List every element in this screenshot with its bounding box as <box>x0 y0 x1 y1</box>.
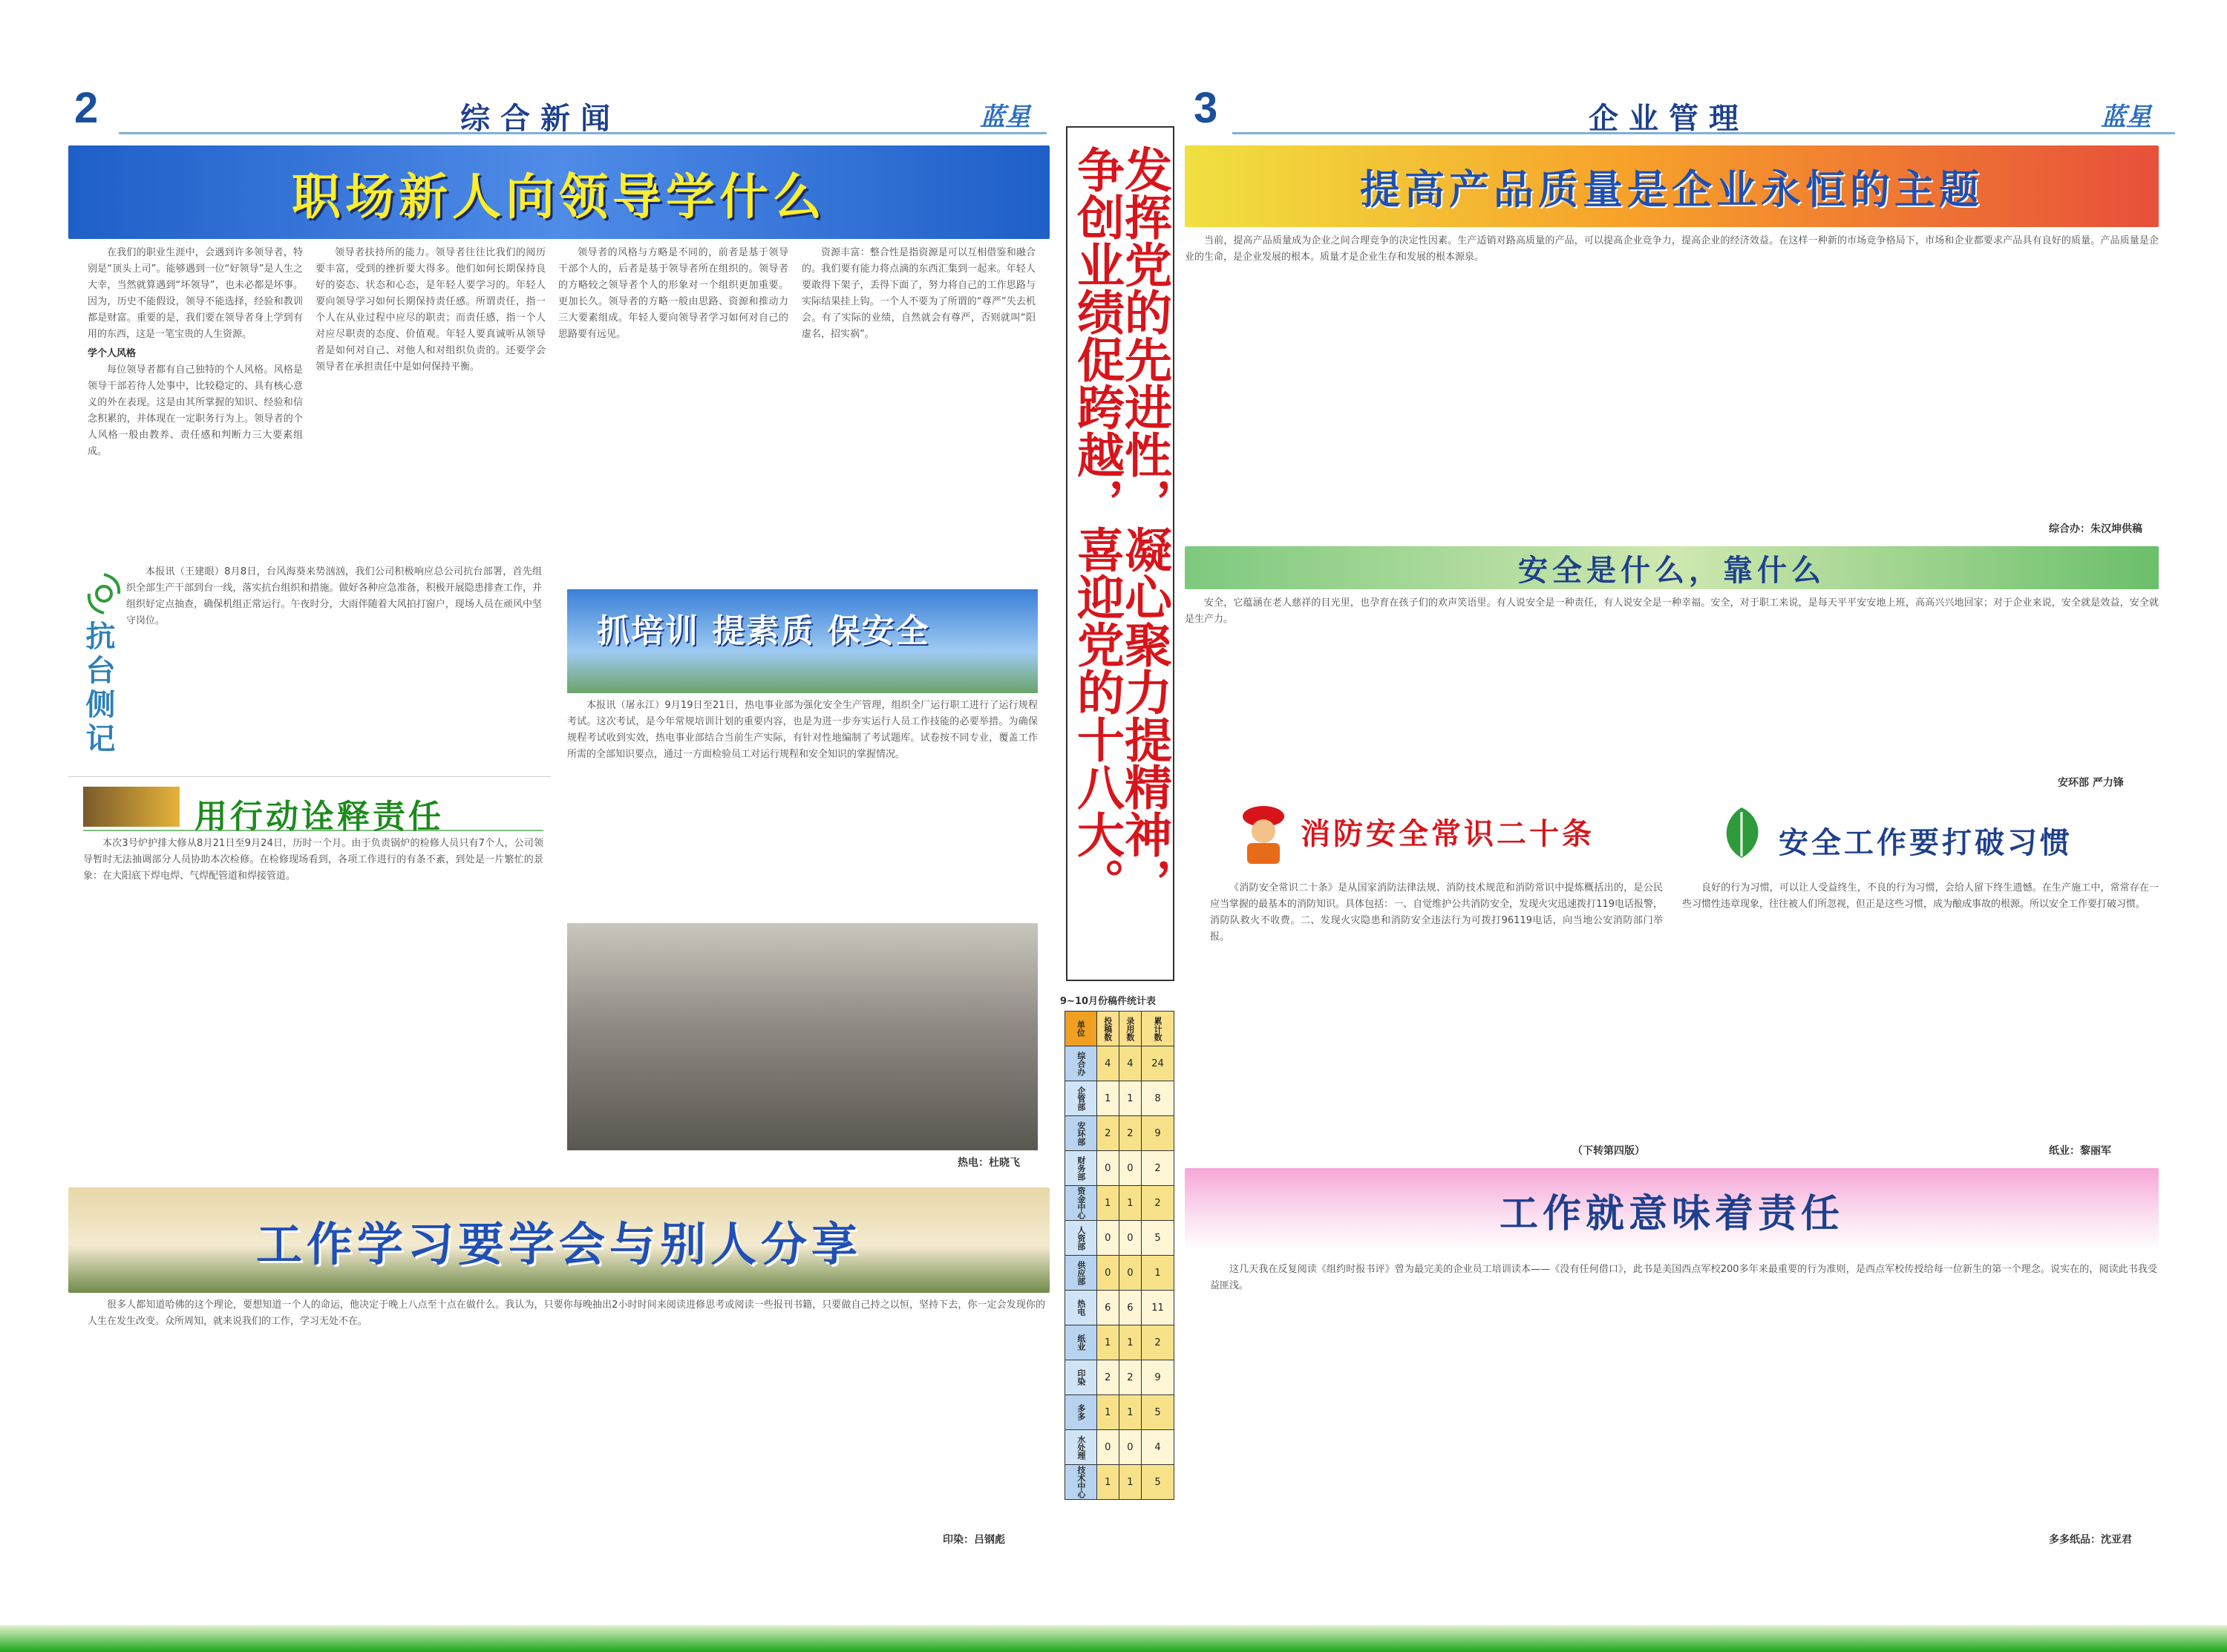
stats-unit-cell: 热电 <box>1065 1291 1097 1325</box>
stats-value-cell: 2 <box>1119 1360 1141 1395</box>
leader-col2-text: 领导者扶持所的能力。领导者往往比我们的阅历要丰富，受到的挫折要大得多。他们如何长期保持良好的姿态、状态和心态，是年轻人要学习的。年轻人要向领导学习如何长期保持责任感。所谓责任，指一个人在从业过程中应尽的职责；而责任感，指一个人对应尽职责的态度、价值观。年轻人要真诚听从领导者是如何对自己、对他人和对组织负责的。还要学会领导者在承担责任中是如何保持平衡。 <box>315 247 546 373</box>
stats-value-cell: 0 <box>1096 1430 1119 1465</box>
stats-value-cell: 0 <box>1096 1221 1119 1256</box>
stats-title: 9~10月份稿件统计表 <box>1060 996 1157 1007</box>
stats-row <box>1065 1465 1174 1500</box>
safety-text: 安全，它蕴涵在老人慈祥的目光里，也孕育在孩子们的欢声笑语里。有人说安全是一种责任，有人说安全是一种幸福。安全，对于职工来说，是每天平平安安地上班，高高兴兴地回家；对于企业来说，安全就是效益，安全就是生产力。 <box>1185 597 2159 625</box>
stats-value-cell: 2 <box>1096 1360 1119 1395</box>
stats-value-cell: 1 <box>1119 1186 1141 1221</box>
leader-title: 职场新人向领导学什么 <box>292 168 826 226</box>
stats-unit-cell: 综合办 <box>1065 1046 1097 1081</box>
duty-col <box>1210 1262 2157 1514</box>
stats-value-cell: 2 <box>1096 1116 1119 1151</box>
typhoon-box <box>68 564 551 777</box>
stats-value-cell: 1 <box>1096 1186 1119 1221</box>
stats-unit-cell: 财务部 <box>1065 1151 1097 1186</box>
stats-value-cell: 6 <box>1096 1291 1119 1325</box>
training-banner: 抓培训 提素质 保安全 <box>597 612 930 650</box>
stats-value-cell: 6 <box>1119 1291 1141 1325</box>
right-section-bar <box>1232 92 2175 134</box>
stats-row <box>1065 1151 1174 1186</box>
stats-value-cell: 2 <box>1141 1325 1174 1360</box>
stats-header-cell: 累计数 <box>1141 1012 1174 1046</box>
share-title: 工作学习要学会与别人分享 <box>255 1216 862 1271</box>
leader-col-4 <box>802 245 1036 542</box>
stats-value-cell: 0 <box>1119 1151 1141 1186</box>
stats-value-cell: 11 <box>1141 1291 1174 1325</box>
leader-subhead: 学个人风格 <box>88 348 137 359</box>
stats-value-cell: 1 <box>1096 1081 1119 1116</box>
stats-value-cell: 9 <box>1141 1360 1174 1395</box>
firefighter-icon <box>1235 802 1292 865</box>
safety-title-banner <box>1185 546 2159 589</box>
stats-value-cell: 5 <box>1141 1221 1174 1256</box>
leader-col3-text: 领导者的风格与方略是不同的，前者是基于领导干部个人的，后者是基于领导者所在组织的。领导者的方略较之领导者个人的形象对一个组织更加重要。更加长久。领导者的方略一般由思路、资源和推动力三大要素组成。年轻人要向领导者学习如何对自己的思路要有远见。 <box>558 247 788 340</box>
stats-value-cell: 0 <box>1119 1430 1141 1465</box>
fire-continued: （下转第四版） <box>1572 1145 1645 1157</box>
habit-col <box>1682 880 2159 1147</box>
quality-byline: 综合办：朱汉坤供稿 <box>2049 523 2142 535</box>
stats-value-cell: 24 <box>1141 1046 1174 1081</box>
duty-title: 工作就意味着责任 <box>1499 1191 1844 1236</box>
quality-text: 当前，提高产品质量成为企业之间合理竞争的决定性因素。生产适销对路高质量的产品，可以提高企业竞争力，提高企业的经济效益。在这样一种新的市场竞争格局下，市场和企业都要求产品具有良好的质量。产品质量是企业的生命，是企业发展的根本。质量才是企业生存和发展的根本源泉。 <box>1185 235 2159 263</box>
stats-unit-cell: 印染 <box>1065 1360 1097 1395</box>
typhoon-text: 本报讯（王建眼）8月8日，台风海葵来势汹汹，我们公司积极响应总公司抗台部署，首先组织全部生产干部到台一线，落实抗台组织和措施。做好各种应急准备，积极开展隐患排查工作，并组织好定点抽查，确保机组正常运行。午夜时分，大雨伴随着大风拍打窗户，现场人员在顽风中坚守岗位。 <box>126 566 542 626</box>
stats-unit-cell: 供应部 <box>1065 1256 1097 1291</box>
stats-unit-cell: 多多 <box>1065 1395 1097 1430</box>
right-section-title: 企业管理 <box>1589 102 1749 136</box>
leader-col1-text: 在我们的职业生涯中，会遇到许多领导者，特别是“顶头上司”。能够遇到一位“好领导”是人生之大幸，当然就算遇到“坏领导”，也未必都是坏事。因为，历史不能假设，领导不能选择，经验和教训都是财富。重要的是，我们要在领导者身上学到有用的东西，这是一笔宝贵的人生资源。 <box>88 247 303 340</box>
training-byline: 热电：杜晓飞 <box>958 1157 1020 1169</box>
slogan-col-2: 争创业绩促跨越，喜迎党的十八大。 <box>1069 145 1124 905</box>
stats-row <box>1065 1081 1174 1116</box>
stats-value-cell: 0 <box>1119 1256 1141 1291</box>
fire-text: 《消防安全常识二十条》是从国家消防法律法规、消防技术规范和消防常识中提炼概括出的，是公民应当掌握的最基本的消防知识。具体包括：一、自觉维护公共消防安全，发现火灾迅速拨打119电话报警，消防队救火不收费。二、发现火灾隐患和消防安全违法行为可拨打96119电话，向当地公安消防部门举报。 <box>1210 882 1663 943</box>
habit-title: 安全工作要打破习惯 <box>1779 826 2073 860</box>
stats-row <box>1065 1430 1174 1465</box>
stats-table <box>1065 1011 1174 1500</box>
stats-value-cell: 1 <box>1141 1256 1174 1291</box>
stats-value-cell: 0 <box>1096 1256 1119 1291</box>
stats-row <box>1065 1291 1174 1325</box>
stats-row <box>1065 1256 1174 1291</box>
stats-row <box>1065 1116 1174 1151</box>
leader-col1b-text: 每位领导者都有自己独特的个人风格。风格是领导干部若待人处事中，比较稳定的、具有核心意义的外在表现。这是由其所掌握的知识、经验和信念积累的，并体现在一定职务行为上。领导者的个人风格一般由教养、责任感和判断力三大要素组成。 <box>88 364 303 457</box>
safety-title: 安全是什么，靠什么 <box>1518 553 1825 588</box>
stats-value-cell: 4 <box>1141 1430 1174 1465</box>
stats-value-cell: 1 <box>1119 1325 1141 1360</box>
stats-value-cell: 2 <box>1141 1186 1174 1221</box>
action-title: 用行动诠释责任 <box>194 798 444 836</box>
stats-row <box>1065 1395 1174 1430</box>
leader-col4-text: 资源丰富：整合性是指资源是可以互相借鉴和融合的。我们要有能力将点滴的东西汇集到一起来。年轻人要敢得下架子，丢得下面了，努力将自己的工作思路与实际结果挂上钩。一个人不要为了所谓的“尊严”失去机会。有了实际的业绩，自然就会有尊严，否则就叫“阳虚名，招实祸”。 <box>802 247 1036 340</box>
typhoon-icon <box>82 571 126 616</box>
stats-value-cell: 0 <box>1096 1151 1119 1186</box>
stats-unit-cell: 水处理 <box>1065 1430 1097 1465</box>
stats-value-cell: 1 <box>1096 1325 1119 1360</box>
stats-value-cell: 0 <box>1119 1221 1141 1256</box>
leader-col-3 <box>558 245 788 553</box>
leader-col-2 <box>315 245 546 553</box>
action-text: 本次3号炉护排大修从8月21日至9月24日，历时一个月。由于负责锅炉的检修人员只有7个人，公司领导暂时无法抽调部分人员协助本次检修。在检修现场看到，各项工作进行的有条不紊，到处是一片繁忙的景象：在大阳底下焊电焊、气焊配管道和焊接管道。 <box>83 838 543 882</box>
stats-value-cell: 1 <box>1119 1465 1141 1500</box>
quality-col <box>1185 233 2159 530</box>
stats-value-cell: 2 <box>1119 1116 1141 1151</box>
share-col <box>88 1297 1045 1550</box>
stats-value-cell: 2 <box>1141 1151 1174 1186</box>
stats-unit-cell: 人资部 <box>1065 1221 1097 1256</box>
duty-byline: 多多纸品：沈亚君 <box>2049 1534 2132 1546</box>
stats-unit-cell: 技术中心 <box>1065 1465 1097 1500</box>
training-photo-bridge <box>567 589 1038 693</box>
stats-header-cell: 录用数 <box>1119 1012 1141 1046</box>
stats-value-cell: 4 <box>1096 1046 1119 1081</box>
habit-byline: 纸业：黎丽军 <box>2049 1145 2111 1157</box>
slogan-col-1: 发挥党的先进性，凝心聚力提精神， <box>1116 145 1171 905</box>
left-section-title: 综合新闻 <box>460 102 621 136</box>
share-text: 很多人都知道哈佛的这个理论，要想知道一个人的命运，他决定于晚上八点至十点在做什么。我认为，只要你每晚抽出2小时时间来阅读进修思考或阅读一些报刊书籍，只要做自己持之以恒，坚持下去，你一定会发现你的人生在发生改变。众所周知，就来说我们的工作，学习无处不在。 <box>88 1299 1045 1327</box>
stats-value-cell: 4 <box>1119 1046 1141 1081</box>
left-page-number: 2 <box>74 84 99 132</box>
fire-col <box>1210 880 1663 1155</box>
stats-unit-cell: 安环部 <box>1065 1116 1097 1151</box>
stats-value-cell: 5 <box>1141 1395 1174 1430</box>
stats-unit-cell: 纸业 <box>1065 1325 1097 1360</box>
training-photo-exam <box>567 923 1038 1150</box>
left-brand: 蓝星 <box>980 102 1030 132</box>
leader-title-banner <box>68 145 1050 239</box>
stats-value-cell: 9 <box>1141 1116 1174 1151</box>
footer-stripe <box>0 1625 2227 1652</box>
stats-unit-cell: 企管部 <box>1065 1081 1097 1116</box>
stats-value-cell: 1 <box>1096 1395 1119 1430</box>
quality-title: 提高产品质量是企业永恒的主题 <box>1360 165 1984 213</box>
stats-row <box>1065 1221 1174 1256</box>
leader-col-1 <box>88 245 303 553</box>
duty-text: 这几天我在反复阅读《组约时报书评》曾为最完美的企业员工培训读本——《没有任何借口》，此书是美国西点军校200多年来最重要的行为准则，是西点军校传授给每一位新生的第一个理念。说实在的，阅读此书我受益匪浅。 <box>1210 1264 2157 1291</box>
stats-row <box>1065 1360 1174 1395</box>
duty-title-banner <box>1185 1168 2159 1251</box>
training-col <box>567 698 1038 920</box>
left-section-bar <box>119 92 1047 134</box>
stats-value-cell: 1 <box>1119 1395 1141 1430</box>
leaf-icon <box>1712 803 1771 862</box>
typhoon-title: 抗台侧记 <box>81 620 115 757</box>
right-page-number: 3 <box>1194 84 1218 132</box>
stats-row <box>1065 1046 1174 1081</box>
action-banner <box>83 787 543 836</box>
share-byline: 印染：吕钢彪 <box>943 1534 1005 1546</box>
quality-title-banner <box>1185 145 2159 227</box>
training-text: 本报讯（屠永江）9月19日至21日，热电事业部为强化安全生产管理，组织全厂运行职工进行了运行规程考试。这次考试，是今年常规培训计划的重要内容，也是为进一步夯实运行人员工作技能的必要举措。为确保规程考试收到实效，热电事业部结合当前生产实际，有针对性地编制了考试题库。试卷按不同专业，覆盖工作所需的全部知识要点，通过一方面检验员工对运行规程和安全知识的掌握情况。 <box>567 700 1038 760</box>
safety-col <box>1185 595 2159 787</box>
stats-value-cell: 1 <box>1096 1465 1119 1500</box>
stats-header-cell: 单位 <box>1065 1012 1097 1046</box>
stats-row <box>1065 1325 1174 1360</box>
share-title-banner <box>68 1187 1050 1293</box>
stats-value-cell: 1 <box>1119 1081 1141 1116</box>
stats-header-cell: 投稿数 <box>1096 1012 1119 1046</box>
action-col <box>83 836 543 1170</box>
stats-value-cell: 5 <box>1141 1465 1174 1500</box>
stats-value-cell: 8 <box>1141 1081 1174 1116</box>
habit-text: 良好的行为习惯，可以让人受益终生，不良的行为习惯，会给人留下终生遗憾。在生产施工中，常常存在一些习惯性违章现象，往往被人们所忽视，但正是这些习惯，成为酿成事故的根源。所以安全工作要打破习惯。 <box>1682 882 2159 910</box>
action-image <box>83 787 180 827</box>
center-slogan-box <box>1066 126 1174 981</box>
stats-row <box>1065 1186 1174 1221</box>
right-brand: 蓝星 <box>2101 102 2151 132</box>
safety-byline: 安环部 严力锋 <box>2058 777 2124 789</box>
fire-title: 消防安全常识二十条 <box>1301 817 1595 851</box>
stats-unit-cell: 资金中心 <box>1065 1186 1097 1221</box>
